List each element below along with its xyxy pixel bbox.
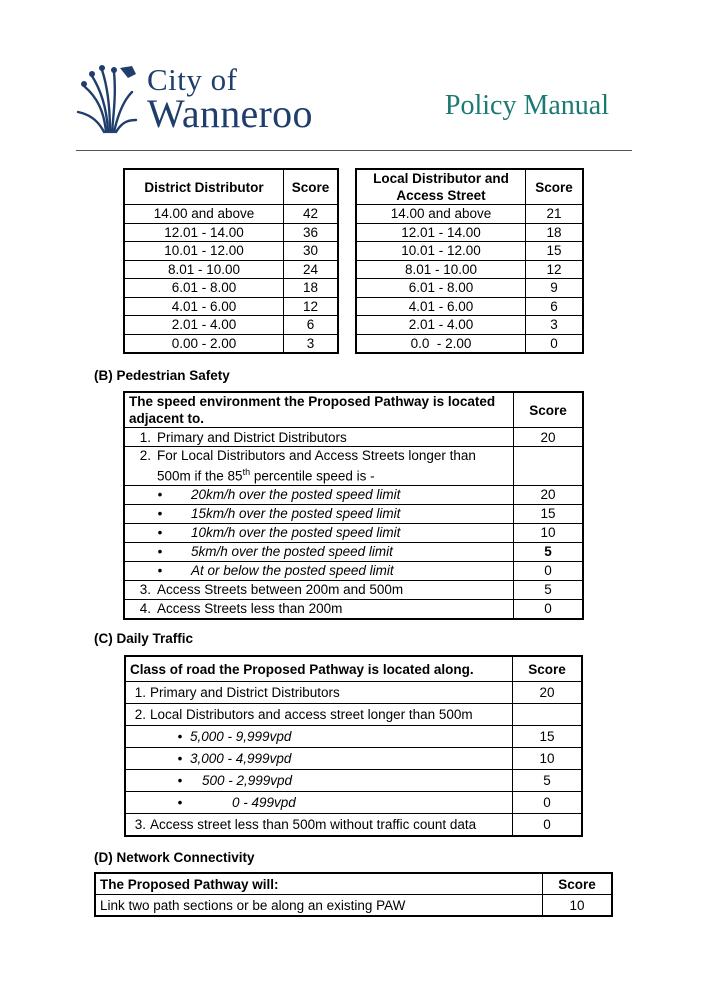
- score-cell: 6: [284, 316, 339, 335]
- score-cell: 5: [514, 542, 584, 561]
- score-cell: 5: [513, 770, 583, 792]
- criteria-text: 500 - 2,999vpd: [202, 773, 293, 788]
- score-cell: 20: [513, 682, 583, 704]
- score-cell: 12: [284, 297, 339, 316]
- criteria-cell: [125, 748, 513, 770]
- score-cell: 15: [514, 504, 584, 523]
- score-cell: 0: [514, 599, 584, 619]
- item-number: 3.: [134, 817, 146, 832]
- range-cell: 2.01 - 4.00: [124, 316, 284, 335]
- pedestrian-safety-heading: (B) Pedestrian Safety: [94, 368, 230, 383]
- table-row: [125, 682, 582, 704]
- table-row: [125, 704, 582, 726]
- item-number: 1.: [139, 429, 151, 445]
- table-row: [356, 316, 583, 335]
- logo-city-of: City of: [147, 62, 238, 97]
- table-row: [356, 223, 583, 242]
- criteria-text: 10km/h over the posted speed limit: [191, 525, 401, 540]
- page-header: [0, 0, 706, 152]
- score-cell: 0: [514, 561, 584, 580]
- score-cell: 18: [526, 223, 584, 242]
- score-cell: 6: [526, 297, 584, 316]
- bullet-icon: •: [177, 795, 183, 810]
- criteria-text: Primary and District Distributors: [157, 429, 347, 445]
- wanneroo-logo-icon: [76, 62, 138, 134]
- network-connectivity-table: [94, 872, 613, 917]
- score-cell: 10: [543, 895, 613, 917]
- range-cell: 4.01 - 6.00: [124, 297, 284, 316]
- range-cell: 8.01 - 10.00: [356, 260, 526, 279]
- score-cell: 42: [284, 205, 339, 224]
- criteria-text: Local Distributors and access street longer than 500m: [150, 707, 473, 722]
- score-cell: 20: [514, 428, 584, 447]
- table-header: The Proposed Pathway will:: [95, 873, 543, 895]
- score-cell: 12: [526, 260, 584, 279]
- criteria-text: At or below the posted speed limit: [191, 563, 394, 578]
- table-row: [125, 770, 582, 792]
- range-cell: 12.01 - 14.00: [124, 223, 284, 242]
- district-distributor-table: [123, 168, 339, 354]
- table-row: [124, 485, 583, 504]
- table-header: Score: [526, 169, 584, 205]
- pedestrian-safety-table: [123, 391, 584, 620]
- bullet-icon: •: [157, 544, 163, 559]
- score-cell: 15: [526, 242, 584, 261]
- table-row: [125, 814, 582, 837]
- logo-wanneroo: Wanneroo: [147, 91, 313, 136]
- table-row: [124, 279, 338, 298]
- table-header: District Distributor: [124, 169, 284, 205]
- criteria-cell: [125, 814, 513, 837]
- range-cell: 10.01 - 12.00: [356, 242, 526, 261]
- score-cell: 30: [284, 242, 339, 261]
- table-header: Score: [543, 873, 613, 895]
- criteria-text: Access Streets less than 200m: [157, 601, 343, 616]
- item-number: 2.: [139, 448, 151, 463]
- score-cell: 9: [526, 279, 584, 298]
- table-header: The speed environment the Proposed Pathway is located adjacent to.: [124, 392, 514, 428]
- daily-traffic-table: [124, 655, 583, 837]
- table-header: Score: [284, 169, 339, 205]
- criteria-cell: [125, 770, 513, 792]
- criteria-text: 0 - 499vpd: [232, 795, 296, 810]
- range-cell: 6.01 - 8.00: [356, 279, 526, 298]
- criteria-text: Access street less than 500m without traffic count data: [150, 817, 477, 832]
- criteria-cell: [124, 504, 514, 523]
- range-cell: 12.01 - 14.00: [356, 223, 526, 242]
- criteria-text: 500m if the 85: [157, 468, 243, 484]
- range-cell: 0.00 - 2.00: [124, 334, 284, 353]
- table-row: [124, 561, 583, 580]
- score-cell: 24: [284, 260, 339, 279]
- range-cell: 4.01 - 6.00: [356, 297, 526, 316]
- superscript: th: [242, 467, 251, 477]
- criteria-cell: [124, 561, 514, 580]
- table-row: [124, 223, 338, 242]
- score-cell: 15: [513, 726, 583, 748]
- network-connectivity-heading: (D) Network Connectivity: [94, 850, 255, 865]
- bullet-icon: •: [157, 525, 163, 540]
- range-cell: 2.01 - 4.00: [356, 316, 526, 335]
- criteria-text: 20km/h over the posted speed limit: [191, 487, 401, 502]
- criteria-cell: Link two path sections or be along an existing PAW: [95, 895, 543, 917]
- score-cell: 36: [284, 223, 339, 242]
- criteria-text: 5km/h over the posted speed limit: [191, 544, 393, 559]
- table-row: [124, 334, 338, 353]
- criteria-text: 15km/h over the posted speed limit: [191, 506, 401, 521]
- range-cell: 0.0 - 2.00: [356, 334, 526, 353]
- table-row: [124, 504, 583, 523]
- criteria-cell: [124, 580, 514, 599]
- item-number: 2.: [134, 707, 146, 722]
- bullet-icon: •: [177, 729, 183, 744]
- item-number: 1.: [134, 685, 146, 700]
- range-cell: 10.01 - 12.00: [124, 242, 284, 261]
- score-cell: 20: [514, 485, 584, 504]
- criteria-cell: [125, 704, 513, 726]
- criteria-cell: [125, 726, 513, 748]
- criteria-cell: [124, 485, 514, 504]
- bullet-icon: •: [157, 506, 163, 521]
- table-row: [124, 205, 338, 224]
- score-cell: 18: [284, 279, 339, 298]
- criteria-text: Access Streets between 200m and 500m: [157, 582, 404, 597]
- table-row: [125, 748, 582, 770]
- criteria-cell: [125, 792, 513, 814]
- bullet-icon: •: [177, 773, 183, 788]
- range-cell: 14.00 and above: [124, 205, 284, 224]
- daily-traffic-heading: (C) Daily Traffic: [94, 631, 194, 646]
- table-row: [124, 447, 583, 486]
- criteria-cell: [124, 599, 514, 619]
- criteria-text: 5,000 - 9,999vpd: [190, 729, 292, 744]
- score-cell: 3: [284, 334, 339, 353]
- score-cell: 10: [514, 523, 584, 542]
- criteria-text: For Local Distributors and Access Streets longer than: [157, 448, 476, 463]
- table-row: [95, 895, 612, 917]
- criteria-cell: [124, 523, 514, 542]
- score-cell: 5: [514, 580, 584, 599]
- criteria-cell: [124, 428, 514, 447]
- table-row: [125, 726, 582, 748]
- score-cell: 21: [526, 205, 584, 224]
- table-row: [124, 599, 583, 619]
- table-row: [124, 428, 583, 447]
- criteria-cell: [124, 447, 514, 486]
- table-row: [124, 542, 583, 561]
- table-header: Score: [514, 392, 584, 428]
- score-cell: 0: [513, 792, 583, 814]
- table-row: [125, 792, 582, 814]
- table-row: [124, 260, 338, 279]
- table-row: [124, 297, 338, 316]
- table-row: [124, 523, 583, 542]
- table-row: [356, 334, 583, 353]
- table-row: [356, 260, 583, 279]
- table-header: Score: [513, 656, 583, 682]
- score-cell: 10: [513, 748, 583, 770]
- criteria-text: Primary and District Distributors: [150, 685, 340, 700]
- local-distributor-table: [355, 168, 584, 354]
- table-row: [124, 316, 338, 335]
- table-header: Local Distributor and Access Street: [356, 169, 526, 205]
- table-row: [356, 279, 583, 298]
- range-cell: 8.01 - 10.00: [124, 260, 284, 279]
- item-number: 3.: [139, 582, 151, 597]
- header-divider: [76, 150, 632, 151]
- table-row: [124, 580, 583, 599]
- range-cell: 14.00 and above: [356, 205, 526, 224]
- bullet-icon: •: [157, 563, 163, 578]
- table-header: Class of road the Proposed Pathway is located along.: [125, 656, 513, 682]
- table-row: [356, 242, 583, 261]
- table-row: [356, 205, 583, 224]
- item-number: 4.: [139, 601, 151, 616]
- score-cell: 3: [526, 316, 584, 335]
- bullet-icon: •: [177, 751, 183, 766]
- criteria-text: percentile speed is -: [250, 468, 375, 484]
- score-cell: 0: [526, 334, 584, 353]
- score-cell: [514, 447, 584, 486]
- criteria-cell: [125, 682, 513, 704]
- table-row: [356, 297, 583, 316]
- policy-manual-title: Policy Manual: [444, 90, 609, 121]
- table-row: [124, 242, 338, 261]
- score-cell: [513, 704, 583, 726]
- criteria-cell: [124, 542, 514, 561]
- bullet-icon: •: [157, 487, 163, 502]
- range-cell: 6.01 - 8.00: [124, 279, 284, 298]
- criteria-text: 3,000 - 4,999vpd: [190, 751, 292, 766]
- score-cell: 0: [513, 814, 583, 837]
